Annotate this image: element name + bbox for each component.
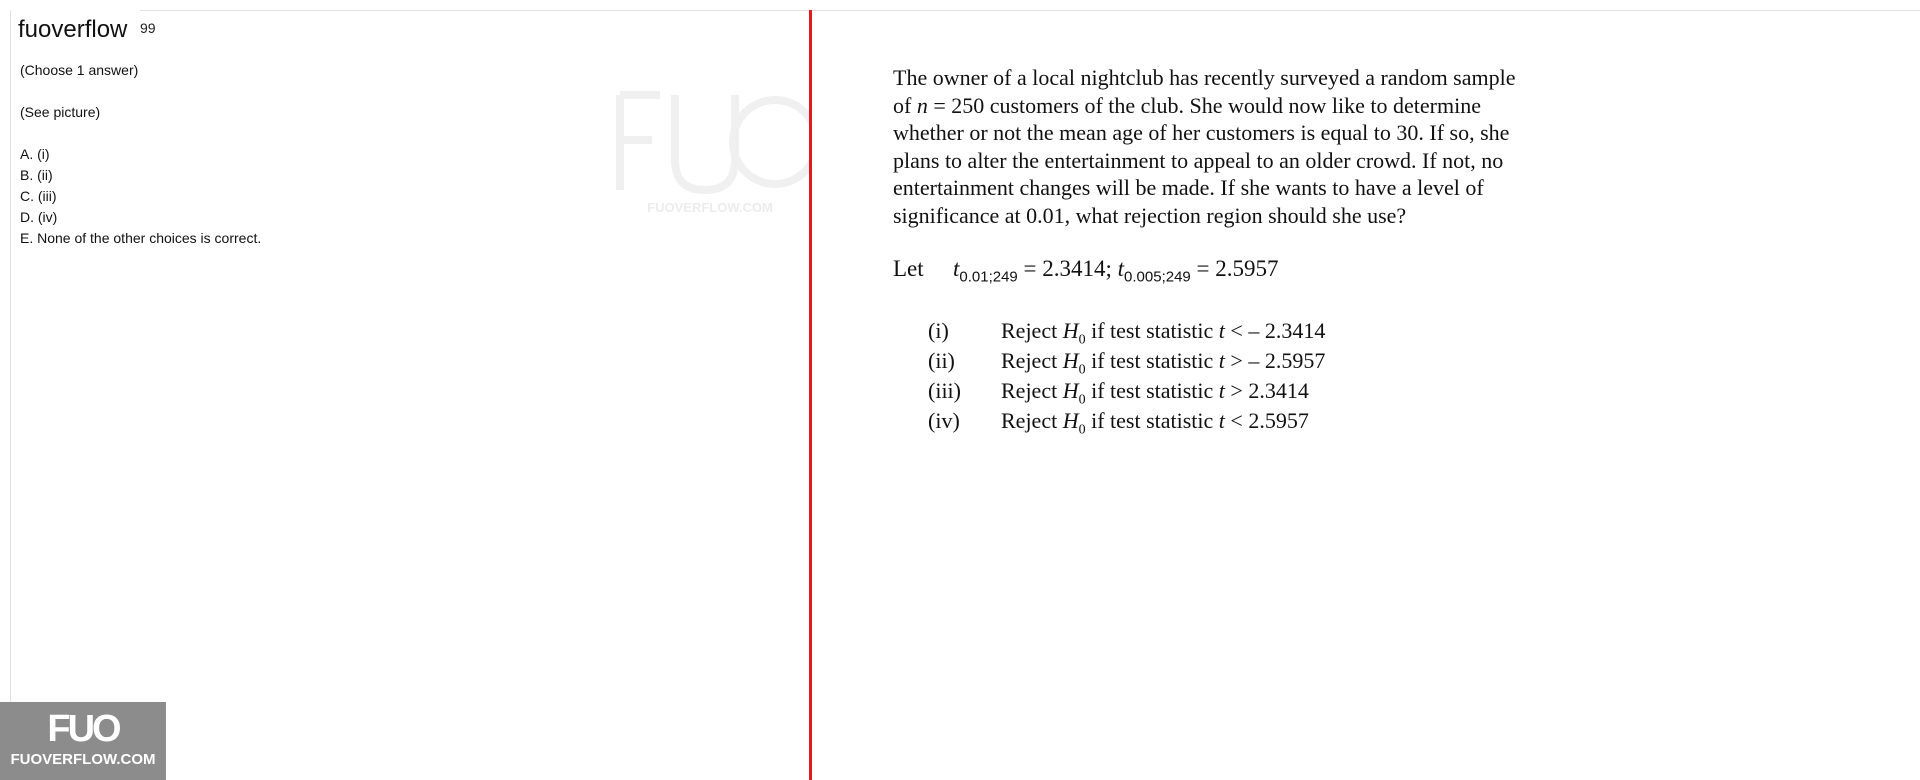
watermark-badge: [0, 702, 166, 780]
panel-divider[interactable]: [809, 10, 812, 780]
question-line: The owner of a local nightclub has recently surveyed a random sample: [893, 65, 1516, 90]
option-row-iv: (iv) Reject $H_0$ if test statistic t < 2.5957: [928, 408, 1309, 438]
brand-title: fuoverflow: [18, 16, 131, 44]
let-word: Let: [893, 256, 924, 281]
left-border: [10, 10, 11, 780]
fuo-logo-icon: FUO: [47, 708, 119, 750]
answer-option-b[interactable]: B. (ii): [20, 167, 53, 183]
see-picture-note: (See picture): [20, 104, 101, 120]
option-row-ii: (ii) Reject $H_0$ if test statistic t > – 2.5957: [928, 348, 1326, 378]
question-text: [893, 64, 1593, 229]
question-line: whether or not the mean age of her customers is equal to 30. If so, she: [893, 120, 1510, 145]
question-line: significance at 0.01, what rejection region should she use?: [893, 202, 1407, 228]
option-row-i: (i) Reject $H_0$ if test statistic t < – 2.3414: [928, 318, 1326, 348]
question-line: entertainment changes will be made. If she wants to have a level of: [893, 175, 1484, 200]
answer-option-d[interactable]: D. (iv): [20, 209, 58, 225]
option-list: [928, 316, 1325, 436]
choose-instruction: (Choose 1 answer): [20, 62, 139, 78]
faint-watermark-site: FUOVERFLOW.COM: [647, 200, 773, 215]
answer-panel: [20, 60, 800, 249]
option-row-iii: (iii) Reject $H_0$ if test statistic t > 2.3414: [928, 378, 1309, 408]
top-border: [140, 10, 1920, 11]
answer-option-a[interactable]: A. (i): [20, 146, 50, 162]
watermark-site: FUOVERFLOW.COM: [10, 751, 156, 768]
answer-option-c[interactable]: C. (iii): [20, 188, 57, 204]
answer-option-e[interactable]: E. None of the other choices is correct.: [20, 230, 262, 246]
critical-values-line: Let $t_{0.01;249} = 2.3414$; $t_{0.005;249} = 2.5957$: [893, 256, 1279, 286]
question-line: plans to alter the entertainment to appeal to an older crowd. If not, no: [893, 147, 1504, 173]
question-number-fragment: 99: [140, 20, 156, 36]
question-line: of n = 250 customers of the club. She would now like to determine: [893, 92, 1481, 118]
